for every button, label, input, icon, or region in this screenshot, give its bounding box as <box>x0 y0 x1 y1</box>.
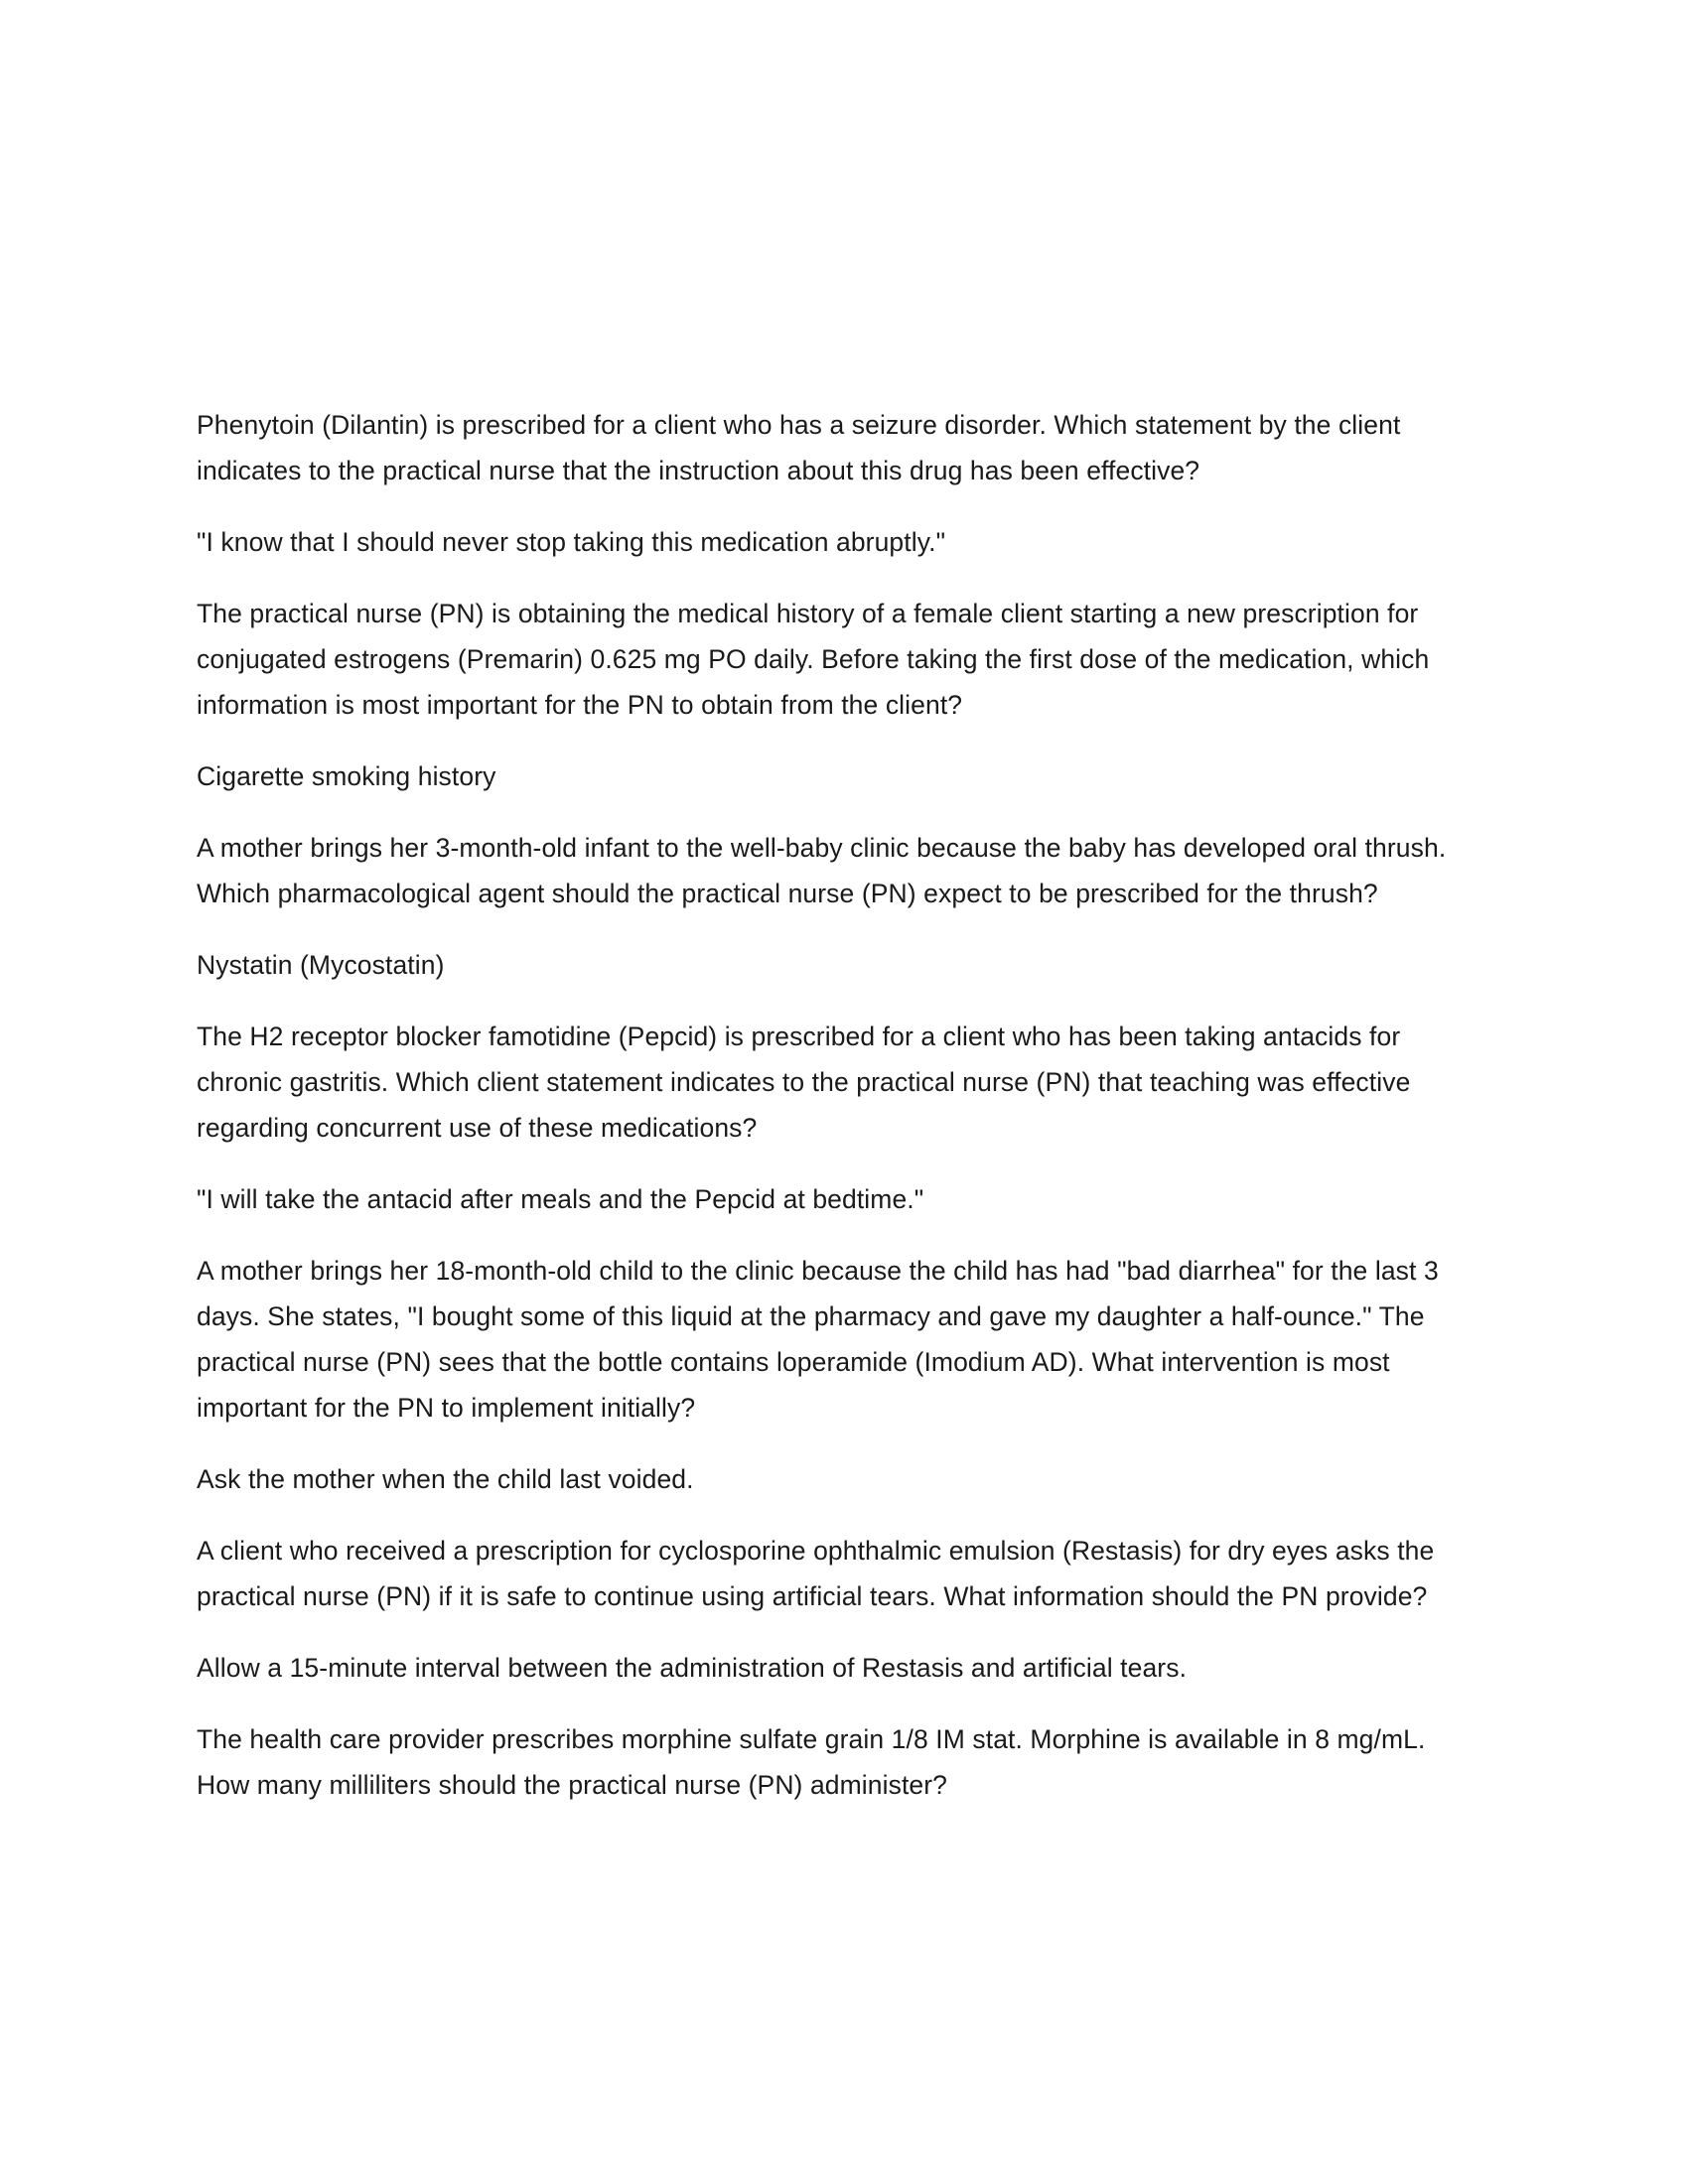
paragraph-answer: Allow a 15-minute interval between the administration of Restasis and artificial tears. <box>197 1653 1188 1683</box>
paragraph-question: A client who received a prescription for cyclosporine ophthalmic emulsion (Restasis) for dry eyes asks the practical nurse (PN) if it is safe to continue using artificial tears. What information should the PN provide? <box>197 1536 1435 1611</box>
paragraph-answer: Ask the mother when the child last voided. <box>197 1464 694 1494</box>
paragraph-question: A mother brings her 18-month-old child to the clinic because the child has had "bad diarrhea" for the last 3 days. She states, "I bought some of this liquid at the pharmacy and gave my daughter a half-ounce." The practical nurse (PN) sees that the bottle contains loperamide (Imodium AD). What intervention is most important for the PN to implement initially? <box>197 1256 1439 1423</box>
document-body <box>197 402 1458 1834</box>
paragraph-answer: Cigarette smoking history <box>197 761 496 791</box>
paragraph-answer: "I will take the antacid after meals and the Pepcid at bedtime." <box>197 1184 924 1214</box>
paragraph-question: Phenytoin (Dilantin) is prescribed for a client who has a seizure disorder. Which statement by the client indicates to the practical nurse that the instruction about this drug has been effective? <box>197 410 1401 485</box>
paragraph-question: A mother brings her 3-month-old infant to the well-baby clinic because the baby has developed oral thrush. Which pharmacological agent should the practical nurse (PN) expect to be prescribed for the thrush? <box>197 833 1447 908</box>
paragraph-question: The health care provider prescribes morphine sulfate grain 1/8 IM stat. Morphine is available in 8 mg/mL. How many milliliters should the practical nurse (PN) administer? <box>197 1724 1426 1800</box>
paragraph-question: The H2 receptor blocker famotidine (Pepcid) is prescribed for a client who has been taking antacids for chronic gastritis. Which client statement indicates to the practical nurse (PN) that teaching was effective regarding concurrent use of these medications? <box>197 1022 1411 1143</box>
paragraph-question: The practical nurse (PN) is obtaining the medical history of a female client starting a new prescription for conjugated estrogens (Premarin) 0.625 mg PO daily. Before taking the first dose of the medication, which information is most important for the PN to obtain from the client? <box>197 599 1430 720</box>
paragraph-answer: Nystatin (Mycostatin) <box>197 950 445 980</box>
paragraph-answer: "I know that I should never stop taking this medication abruptly." <box>197 527 946 557</box>
